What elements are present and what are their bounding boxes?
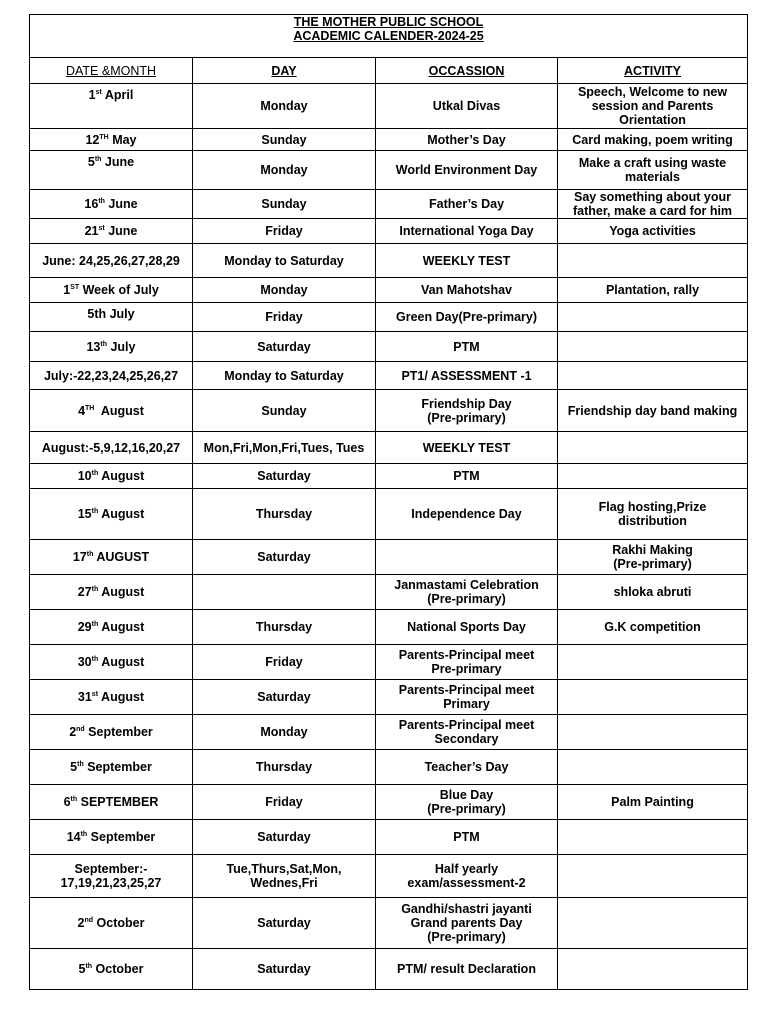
date-number: 12 <box>85 132 100 147</box>
occasion-line: Parents-Principal meet <box>398 718 535 732</box>
occasion-line: PTM/ result Declaration <box>397 962 536 976</box>
day-cell: Sunday <box>193 190 376 219</box>
date-ordinal-suffix: th <box>80 830 88 838</box>
date-month: September <box>83 760 152 774</box>
occasion-line: (Pre-primary) <box>427 592 506 606</box>
occasion-line: exam/assessment-2 <box>407 876 526 890</box>
date-month: August <box>98 655 145 669</box>
activity-line: distribution <box>618 514 687 528</box>
date-ordinal-suffix: th <box>91 655 99 663</box>
table-row <box>30 680 748 715</box>
occasion-cell <box>376 645 558 680</box>
activity-cell <box>558 390 748 432</box>
table-row <box>30 489 748 540</box>
date-month: August <box>98 690 145 704</box>
date-month: August <box>98 620 145 634</box>
activity-cell <box>558 303 748 332</box>
occasion-line: Grand parents Day <box>410 916 523 930</box>
table-row <box>30 432 748 464</box>
occasion-line: (Pre-primary) <box>427 930 506 944</box>
date-cell <box>30 84 193 129</box>
occasion-line: Teacher’s Day <box>424 760 509 774</box>
activity-line: Plantation, rally <box>605 283 700 297</box>
date-month: August <box>94 403 144 418</box>
occasion-cell <box>376 540 558 575</box>
day-cell: Monday <box>193 84 376 129</box>
occasion-line: (Pre-primary) <box>427 802 506 816</box>
date-ordinal-suffix: th <box>100 340 107 348</box>
date-cell <box>30 715 193 750</box>
table-row <box>30 332 748 362</box>
activity-line: Speech, Welcome to new <box>577 85 728 99</box>
date-number: 4 <box>78 403 86 418</box>
date-number: 15 <box>77 507 92 521</box>
activity-cell <box>558 820 748 855</box>
occasion-cell <box>376 129 558 151</box>
table-row <box>30 610 748 645</box>
occasion-cell <box>376 219 558 244</box>
activity-line: Orientation <box>619 113 686 127</box>
day-cell: Friday <box>193 303 376 332</box>
occasion-line: Van Mahotshav <box>421 283 512 297</box>
date-ordinal-suffix: th <box>70 795 78 803</box>
date-ordinal-suffix: ST <box>70 283 80 291</box>
date-number: 16 <box>84 197 99 211</box>
day-cell: Saturday <box>193 332 376 362</box>
date-cell <box>30 949 193 990</box>
date-ordinal-suffix: th <box>86 550 94 558</box>
date-list: 17,19,21,23,25,27 <box>60 876 162 890</box>
activity-cell <box>558 489 748 540</box>
date-month: SEPTEMBER <box>77 795 159 809</box>
day-cell: Friday <box>193 645 376 680</box>
date-month: June <box>104 197 138 211</box>
occasion-line: Secondary <box>434 732 499 746</box>
activity-cell <box>558 540 748 575</box>
occasion-cell <box>376 715 558 750</box>
date-month: AUGUST <box>93 550 150 564</box>
date-cell <box>30 898 193 949</box>
date-number: 6 <box>63 795 71 809</box>
date-number: 13 <box>86 339 101 354</box>
school-name: THE MOTHER PUBLIC SCHOOL <box>293 15 484 29</box>
date-ordinal-suffix: th <box>91 507 99 515</box>
date-number: 5th July <box>87 307 135 321</box>
date-number: June: 24,25,26,27,28,29 <box>42 253 180 268</box>
date-month: July <box>107 339 136 354</box>
activity-cell <box>558 898 748 949</box>
date-month: August <box>98 469 145 483</box>
day-cell: Sunday <box>193 129 376 151</box>
date-cell <box>30 332 193 362</box>
date-month: August <box>98 507 145 521</box>
day-cell: Monday <box>193 151 376 190</box>
table-row <box>30 645 748 680</box>
date-month: Week of July <box>79 283 159 297</box>
day-cell: Saturday <box>193 540 376 575</box>
occasion-line: International Yoga Day <box>399 224 534 238</box>
day-cell: Monday <box>193 278 376 303</box>
date-number: July:-22,23,24,25,26,27 <box>43 368 179 383</box>
table-row <box>30 151 748 190</box>
activity-cell <box>558 332 748 362</box>
occasion-cell <box>376 151 558 190</box>
calendar-title: ACADEMIC CALENDER-2024-25 <box>293 28 484 43</box>
day-cell: Friday <box>193 785 376 820</box>
activity-line: Make a craft using waste <box>578 156 727 170</box>
activity-cell <box>558 785 748 820</box>
occasion-cell <box>376 362 558 390</box>
date-number: 21 <box>84 224 99 238</box>
activity-line: Say something about your <box>574 190 731 204</box>
day-cell: Saturday <box>193 949 376 990</box>
activity-cell <box>558 949 748 990</box>
date-month: October <box>92 962 144 976</box>
occasion-cell <box>376 949 558 990</box>
occasion-line: Primary <box>443 697 490 711</box>
occasion-line: Green Day(Pre-primary) <box>395 310 538 324</box>
activity-line: materials <box>625 170 680 184</box>
occasion-line: Independence Day <box>411 507 522 521</box>
day-cell: Monday to Saturday <box>193 244 376 278</box>
occasion-cell <box>376 855 558 898</box>
date-number: 5 <box>78 962 86 976</box>
date-number: September:- <box>74 862 148 876</box>
occasion-line: Father’s Day <box>428 197 505 211</box>
occasion-line: Janmastami Celebration <box>394 578 539 592</box>
date-ordinal-suffix: th <box>91 620 99 628</box>
day-cell: Monday <box>193 715 376 750</box>
table-row <box>30 84 748 129</box>
occasion-line: Gandhi/shastri jayanti <box>401 902 532 916</box>
date-month: May <box>108 132 137 147</box>
activity-cell <box>558 151 748 190</box>
table-row <box>30 855 748 898</box>
activity-cell <box>558 432 748 464</box>
occasion-line: Parents-Principal meet <box>398 648 535 662</box>
activity-cell <box>558 362 748 390</box>
date-number: 2 <box>77 916 85 930</box>
activity-line: Friendship day band making <box>567 403 738 418</box>
day-cell: Thursday <box>193 489 376 540</box>
occasion-line: Mother’s Day <box>427 132 506 147</box>
occasion-cell <box>376 303 558 332</box>
occasion-line: World Environment Day <box>395 163 538 177</box>
date-ordinal-suffix: th <box>98 197 105 205</box>
activity-cell <box>558 129 748 151</box>
date-cell <box>30 680 193 715</box>
activity-cell <box>558 610 748 645</box>
activity-line: Flag hosting,Prize <box>598 500 707 514</box>
occasion-line: National Sports Day <box>407 620 526 634</box>
occasion-cell <box>376 278 558 303</box>
activity-cell <box>558 219 748 244</box>
date-number: 10 <box>77 469 92 483</box>
date-number: 5 <box>70 760 78 774</box>
table-row <box>30 750 748 785</box>
date-ordinal-suffix: th <box>94 155 102 163</box>
activity-line: shloka abruti <box>613 585 692 599</box>
date-month: June <box>101 155 135 169</box>
date-ordinal-suffix: th <box>77 760 84 768</box>
occasion-cell <box>376 464 558 489</box>
occasion-cell <box>376 390 558 432</box>
date-cell <box>30 278 193 303</box>
date-ordinal-suffix: th <box>91 585 99 593</box>
activity-line: session and Parents <box>591 99 714 113</box>
date-ordinal-suffix: st <box>91 690 99 698</box>
activity-cell <box>558 464 748 489</box>
date-number: 27 <box>77 585 92 599</box>
day-cell: Thursday <box>193 610 376 645</box>
table-row <box>30 464 748 489</box>
date-cell <box>30 489 193 540</box>
date-cell <box>30 219 193 244</box>
day-cell: Saturday <box>193 898 376 949</box>
activity-cell <box>558 575 748 610</box>
date-cell <box>30 244 193 278</box>
date-cell <box>30 303 193 332</box>
occasion-cell <box>376 332 558 362</box>
occasion-line: PT1/ ASSESSMENT -1 <box>401 368 532 383</box>
activity-line: father, make a card for him <box>572 204 733 218</box>
table-row <box>30 575 748 610</box>
date-cell <box>30 190 193 219</box>
occasion-line: Friendship Day <box>421 396 512 411</box>
calendar-title-cell <box>30 15 748 58</box>
date-number: 29 <box>77 620 92 634</box>
date-number: 31 <box>77 690 92 704</box>
date-number: 17 <box>72 550 87 564</box>
activity-cell <box>558 278 748 303</box>
occasion-cell <box>376 898 558 949</box>
activity-line: Yoga activities <box>609 224 696 238</box>
table-row <box>30 820 748 855</box>
activity-cell <box>558 84 748 129</box>
table-row <box>30 785 748 820</box>
academic-calendar-table <box>29 14 748 990</box>
day-cell: Monday to Saturday <box>193 362 376 390</box>
day-cell: Tue,Thurs,Sat,Mon, Wednes,Fri <box>193 855 376 898</box>
occasion-cell <box>376 84 558 129</box>
occasion-line: Parents-Principal meet <box>398 683 535 697</box>
date-month: September <box>84 725 153 739</box>
date-ordinal-suffix: nd <box>84 916 94 924</box>
date-month: September <box>87 830 156 844</box>
table-row <box>30 244 748 278</box>
column-header-date: DATE &MONTH <box>30 58 193 84</box>
date-cell <box>30 610 193 645</box>
occasion-line: PTM <box>453 339 480 354</box>
date-cell <box>30 390 193 432</box>
activity-cell <box>558 680 748 715</box>
activity-cell <box>558 750 748 785</box>
day-cell <box>193 575 376 610</box>
occasion-cell <box>376 190 558 219</box>
date-cell <box>30 464 193 489</box>
column-header-activity: ACTIVITY <box>558 58 748 84</box>
activity-cell <box>558 715 748 750</box>
table-row <box>30 390 748 432</box>
activity-line: G.K competition <box>604 620 701 634</box>
occasion-line: Utkal Divas <box>432 99 501 113</box>
date-month: April <box>101 88 134 102</box>
table-row <box>30 540 748 575</box>
activity-line: Card making, poem writing <box>572 132 733 147</box>
occasion-line: Pre-primary <box>431 662 502 676</box>
activity-cell <box>558 855 748 898</box>
occasion-cell <box>376 680 558 715</box>
table-row <box>30 219 748 244</box>
day-cell: Saturday <box>193 680 376 715</box>
date-ordinal-suffix: th <box>85 962 93 970</box>
date-number: August:-5,9,12,16,20,27 <box>41 440 181 455</box>
activity-line: (Pre-primary) <box>613 557 692 571</box>
activity-line: Rakhi Making <box>612 543 693 557</box>
occasion-cell <box>376 610 558 645</box>
activity-cell <box>558 645 748 680</box>
table-row <box>30 190 748 219</box>
date-cell <box>30 575 193 610</box>
calendar-rows <box>30 84 748 990</box>
occasion-line: WEEKLY TEST <box>422 440 511 455</box>
date-cell <box>30 362 193 390</box>
date-number: 30 <box>77 655 92 669</box>
date-cell <box>30 129 193 151</box>
table-row <box>30 949 748 990</box>
date-number: 5 <box>87 155 95 169</box>
occasion-line: PTM <box>453 830 480 844</box>
date-number: 1 <box>88 88 96 102</box>
date-cell <box>30 151 193 190</box>
occasion-cell <box>376 244 558 278</box>
date-ordinal-suffix: st <box>95 88 102 96</box>
date-cell <box>30 820 193 855</box>
table-row <box>30 715 748 750</box>
occasion-line: WEEKLY TEST <box>422 253 511 268</box>
day-cell: Thursday <box>193 750 376 785</box>
date-cell <box>30 540 193 575</box>
activity-cell <box>558 244 748 278</box>
table-row <box>30 898 748 949</box>
date-number: 1 <box>63 283 71 297</box>
date-ordinal-suffix: nd <box>76 725 85 733</box>
occasion-cell <box>376 820 558 855</box>
occasion-cell <box>376 785 558 820</box>
date-cell <box>30 855 193 898</box>
day-cell: Saturday <box>193 820 376 855</box>
date-ordinal-suffix: TH <box>99 133 109 141</box>
date-month: August <box>98 585 145 599</box>
table-row <box>30 303 748 332</box>
day-cell: Friday <box>193 219 376 244</box>
date-ordinal-suffix: th <box>91 469 99 477</box>
occasion-cell <box>376 575 558 610</box>
date-month: October <box>93 916 145 930</box>
occasion-cell <box>376 432 558 464</box>
day-cell: Mon,Fri,Mon,Fri,Tues, Tues <box>193 432 376 464</box>
date-cell <box>30 432 193 464</box>
activity-cell <box>558 190 748 219</box>
date-number: 2 <box>69 725 77 739</box>
table-row <box>30 362 748 390</box>
day-cell: Sunday <box>193 390 376 432</box>
occasion-line: PTM <box>453 469 480 483</box>
day-cell: Saturday <box>193 464 376 489</box>
table-row <box>30 129 748 151</box>
date-cell <box>30 750 193 785</box>
table-row <box>30 278 748 303</box>
occasion-cell <box>376 750 558 785</box>
column-header-day: DAY <box>193 58 376 84</box>
date-number: 14 <box>66 830 81 844</box>
occasion-cell <box>376 489 558 540</box>
date-cell <box>30 645 193 680</box>
date-ordinal-suffix: TH <box>85 404 95 412</box>
occasion-line: Blue Day <box>439 788 494 802</box>
occasion-line: (Pre-primary) <box>427 410 506 425</box>
date-cell <box>30 785 193 820</box>
date-month: June <box>104 224 138 238</box>
activity-line: Palm Painting <box>611 795 694 809</box>
date-ordinal-suffix: st <box>98 224 105 232</box>
column-header-occasion: OCCASSION <box>376 58 558 84</box>
occasion-line: Half yearly <box>434 862 499 876</box>
